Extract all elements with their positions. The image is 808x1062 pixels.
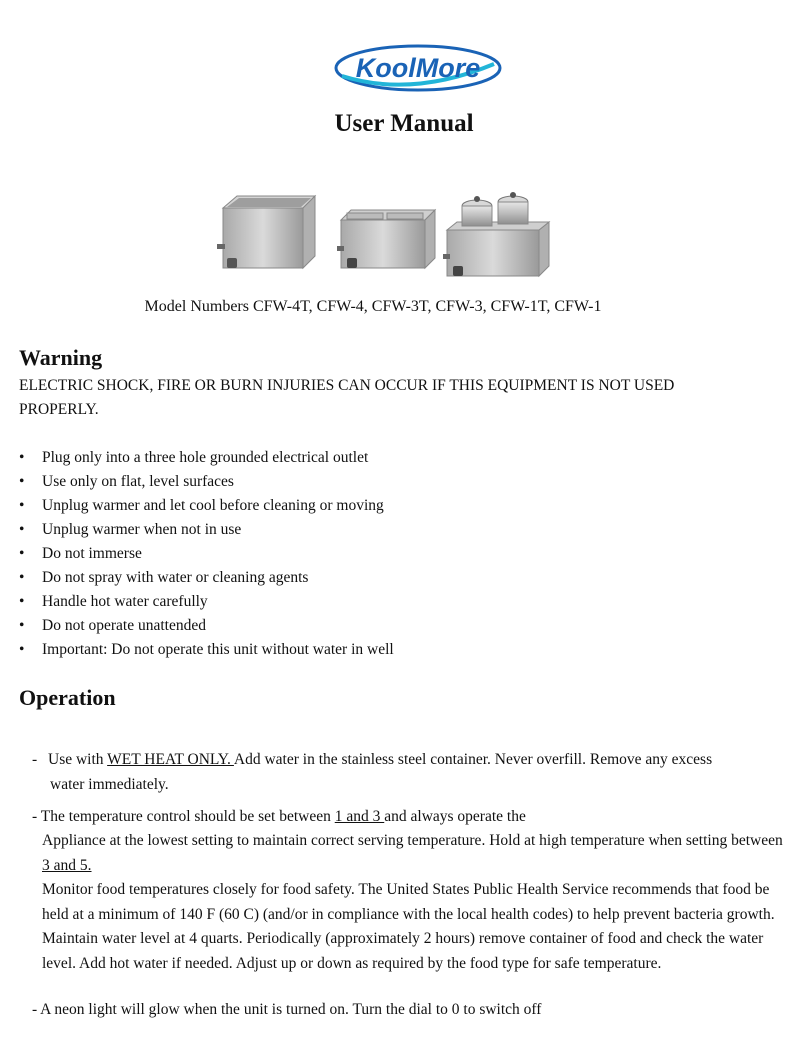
list-item: • Do not spray with water or cleaning agents xyxy=(19,566,779,590)
model-numbers: Model Numbers CFW-4T, CFW-4, CFW-3T, CFW-3, CFW-1T, CFW-1 xyxy=(144,298,602,315)
list-item: • Do not immerse xyxy=(19,542,779,566)
list-item: • Plug only into a three hole grounded electrical outlet xyxy=(19,446,779,470)
koolmore-logo xyxy=(332,40,504,96)
p1-pre: Use with xyxy=(48,751,108,768)
p2-pre: - The temperature control should be set between xyxy=(32,808,335,825)
logo-text: KoolMore xyxy=(355,53,481,83)
p2-post: and always operate the xyxy=(384,808,526,825)
warning-heading: Warning xyxy=(19,345,103,370)
warning-text: ELECTRIC SHOCK, FIRE OR BURN INJURIES CAN OCCUR IF THIS EQUIPMENT IS NOT USED PROPERLY. xyxy=(19,377,675,418)
p2-underline2: 3 and 5. xyxy=(42,856,92,874)
list-item: • Unplug warmer when not in use xyxy=(19,518,779,542)
operation-paragraph-1-line2: water immediately. xyxy=(50,776,169,793)
operation-paragraph-4: - A neon light will glow when the unit is turned on. Turn the dial to 0 to switch off xyxy=(32,1001,542,1018)
list-item: • Important: Do not operate this unit without water in well xyxy=(19,638,779,662)
list-item: • Handle hot water carefully xyxy=(19,590,779,614)
warning-list xyxy=(19,446,779,662)
list-item: • Unplug warmer and let cool before cleaning or moving xyxy=(19,494,779,518)
list-item: • Do not operate unattended xyxy=(19,614,779,638)
list-item: • Use only on flat, level surfaces xyxy=(19,470,779,494)
p2-underline: 1 and 3 xyxy=(334,808,385,825)
operation-paragraph-2-cont xyxy=(42,829,792,878)
operation-paragraph-3: Monitor food temperatures closely for food safety. The United States Public Health Service recommends that food be held at a minimum of 140 F (60 C) (and/or in compliance with the local health codes) to help prevent bacteria growth. Maintain water level at 4 quarts. Periodically (approximately 2 hours) remove container of food and check the water level. Add hot water if needed. Adjust up or down as required by the food type for safe temperature. xyxy=(42,881,775,972)
warmer-two-pans-image xyxy=(337,210,435,268)
page-title: User Manual xyxy=(334,110,474,137)
p2-line2: Appliance at the lowest setting to maintain correct serving temperature. Hold at high temperature when setting between xyxy=(42,832,783,849)
warmer-round-pots-image xyxy=(443,192,549,276)
operation-paragraph-1 xyxy=(32,748,792,773)
warmer-open-well-image xyxy=(217,196,315,268)
dash: - xyxy=(32,751,38,768)
p1-post: Add water in the stainless steel container. Never overfill. Remove any excess xyxy=(233,751,713,768)
product-images xyxy=(215,188,555,280)
operation-paragraph-2 xyxy=(32,805,526,830)
p1-underline: WET HEAT ONLY. xyxy=(107,751,234,768)
operation-heading: Operation xyxy=(19,685,116,710)
